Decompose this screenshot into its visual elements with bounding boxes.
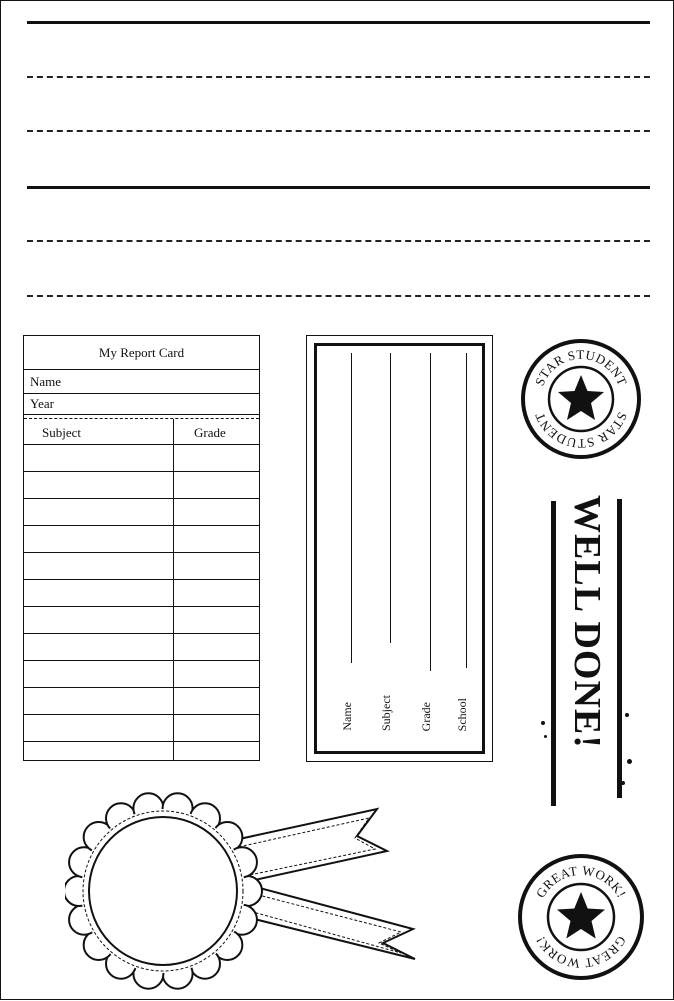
star-icon <box>558 375 604 420</box>
tag-field-rule <box>430 353 431 671</box>
report-card-year-label: Year <box>30 396 54 411</box>
report-card <box>23 335 260 761</box>
report-card-row <box>24 606 259 607</box>
star-student-bottom-text: STAR STUDENT <box>531 410 631 452</box>
report-card-divider <box>24 414 259 415</box>
well-done-bar <box>551 501 556 806</box>
ink-speck <box>621 781 625 785</box>
ink-speck <box>627 759 632 764</box>
subject-column-header: Subject <box>42 425 81 440</box>
star-student-stamp <box>520 338 642 460</box>
ink-speck <box>625 713 629 717</box>
label-tag <box>306 335 493 762</box>
writing-line-solid <box>27 186 650 189</box>
report-card-row <box>24 687 259 688</box>
report-card-row <box>24 714 259 715</box>
well-done-stamp <box>547 491 627 806</box>
star-icon <box>557 892 605 939</box>
report-card-row <box>24 444 259 445</box>
report-card-divider <box>24 369 259 370</box>
grade-column-header: Grade <box>194 425 226 440</box>
report-card-row <box>24 660 259 661</box>
ink-speck <box>541 721 545 725</box>
tag-field-label: Grade <box>419 701 433 731</box>
label-tag-inner-frame <box>314 343 485 754</box>
writing-line-solid <box>27 21 650 24</box>
report-card-row <box>24 579 259 580</box>
report-card-row <box>24 471 259 472</box>
tag-field-label: School <box>455 697 469 731</box>
well-done-text: WELL DONE! <box>566 495 608 749</box>
writing-line-dashed <box>27 240 650 242</box>
tag-field-rule <box>351 353 352 663</box>
report-card-row <box>24 525 259 526</box>
great-work-bottom-text: GREAT WORK! <box>532 933 630 972</box>
writing-line-dashed <box>27 130 650 132</box>
report-card-divider <box>24 418 259 419</box>
report-card-row <box>24 552 259 553</box>
star-student-top-text: STAR STUDENT <box>531 346 631 388</box>
writing-line-dashed <box>27 76 650 78</box>
great-work-top-text: GREAT WORK! <box>532 862 630 901</box>
ink-speck <box>544 735 547 738</box>
report-card-row <box>24 633 259 634</box>
report-card-divider <box>24 393 259 394</box>
tag-field-label: Name <box>340 702 354 731</box>
tag-field-label: Subject <box>379 695 393 731</box>
tag-field-rule <box>466 353 467 668</box>
report-card-name-label: Name <box>30 374 62 389</box>
writing-line-dashed <box>27 295 650 297</box>
report-card-row <box>24 498 259 499</box>
great-work-stamp <box>517 853 645 981</box>
report-card-title: My Report Card <box>98 345 185 360</box>
report-card-row <box>24 741 259 742</box>
ribbon-award-badge <box>65 791 425 1001</box>
tag-field-rule <box>390 353 391 643</box>
rosette-center <box>89 817 237 965</box>
well-done-bar <box>617 499 622 798</box>
